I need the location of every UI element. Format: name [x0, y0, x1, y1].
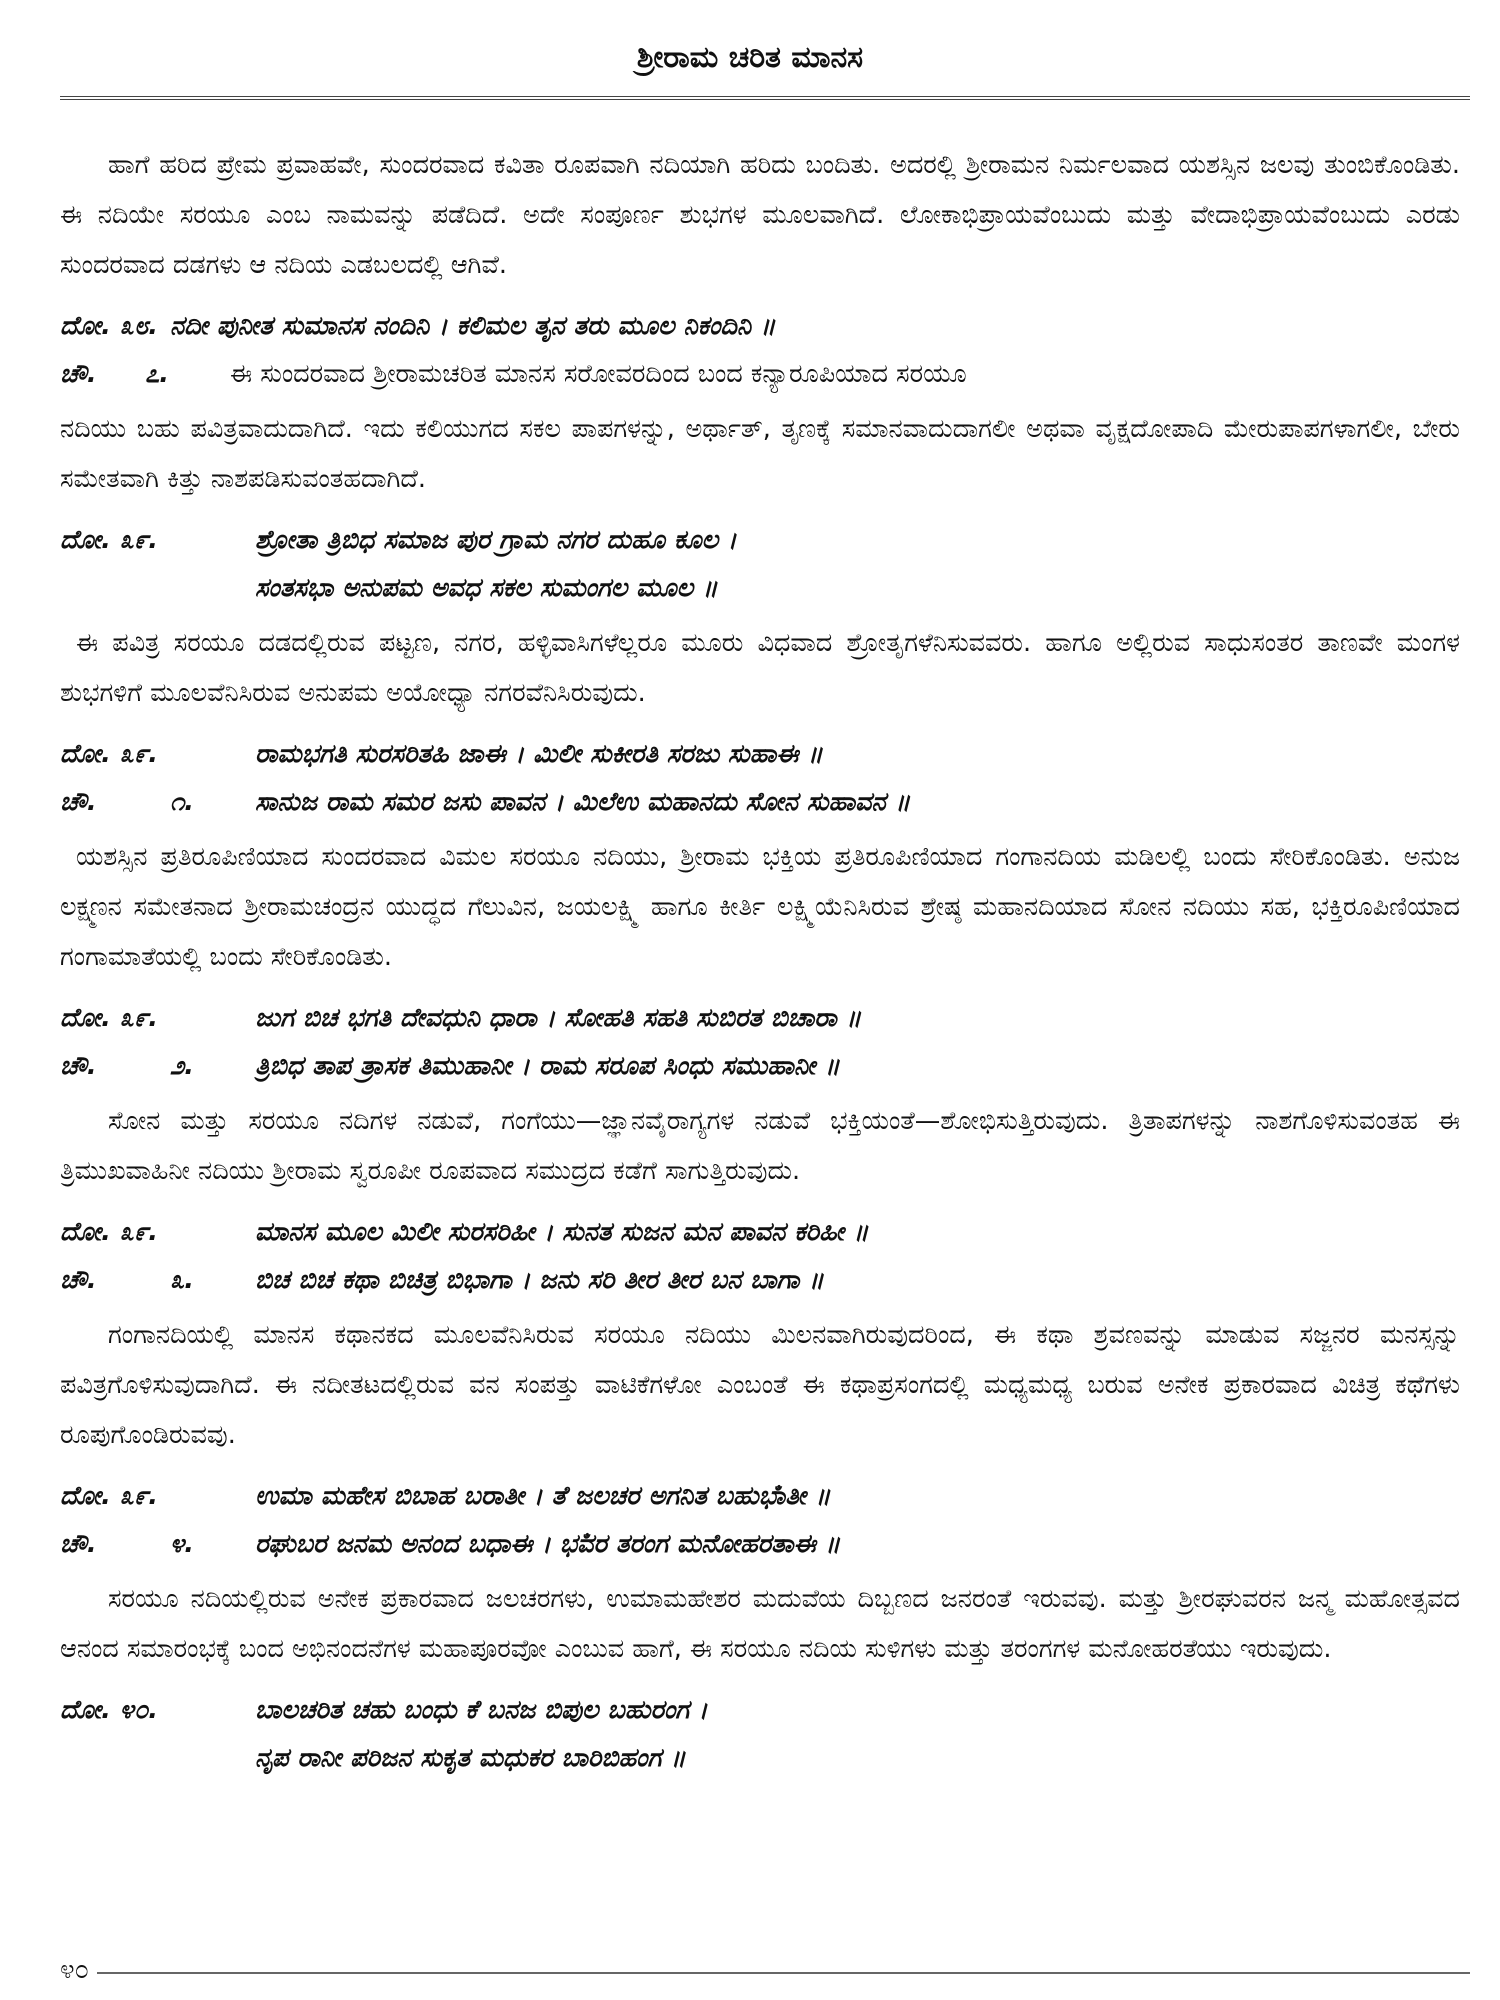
- verse-marker: ದೋ. ೩೯.: [60, 525, 158, 555]
- page-body: [60, 140, 1460, 1788]
- verse-block: [60, 302, 1460, 398]
- verse-block: [60, 994, 1460, 1090]
- prose-paragraph: ಸರಯೂ ನದಿಯಲ್ಲಿರುವ ಅನೇಕ ಪ್ರಕಾರವಾದ ಜಲಚರಗಳು, ಉಮಾಮಹೇಶರ ಮದುವೆಯ ದಿಬ್ಬಣದ ಜನರಂತೆ ಇರುವವು. ಮತ್ತು ಶ್ರೀರಘುವರನ ಜನ್ಮ ಮಹೋತ್ಸವದ ಆನಂದ ಸಮಾರಂಭಕ್ಕೆ ಬಂದ ಅಭಿನಂದನೆಗಳ ಮಹಾಪೂರವೋ ಎಂಬುವ ಹಾಗೆ, ಈ ಸರಯೂ ನದಿಯ ಸುಳಿಗಳು ಮತ್ತು ತರಂಗಗಳ ಮನೋಹರತೆಯು ಇರುವುದು.: [60, 1584, 1460, 1664]
- verse-text: ಉಮಾ ಮಹೇಸ ಬಿಬಾಹ ಬರಾತೀ । ತೆ ಜಲಚರ ಅಗನಿತ ಬಹುಭಾಁತೀ ॥: [255, 1481, 831, 1511]
- verse-marker: ದೋ. ೪೦.: [60, 1695, 158, 1725]
- prose-paragraph: ಸೋನ ಮತ್ತು ಸರಯೂ ನದಿಗಳ ನಡುವೆ, ಗಂಗೆಯು—ಜ್ಞಾನವೈರಾಗ್ಯಗಳ ನಡುವೆ ಭಕ್ತಿಯಂತೆ—ಶೋಭಿಸುತ್ತಿರುವುದು. ತ್ರಿತಾಪಗಳನ್ನು ನಾಶಗೊಳಿಸುವಂತಹ ಈ ತ್ರಿಮುಖವಾಹಿನೀ ನದಿಯು ಶ್ರೀರಾಮ ಸ್ವರೂಪೀ ರೂಪವಾದ ಸಮುದ್ರದ ಕಡೆಗೆ ಸಾಗುತ್ತಿರುವುದು.: [60, 1106, 1460, 1186]
- verse-line: [60, 350, 1460, 398]
- verse-line: [60, 1520, 1460, 1568]
- verse-text: ಶ್ರೋತಾ ತ್ರಿಬಿಧ ಸಮಾಜ ಪುರ ಗ್ರಾಮ ನಗರ ದುಹೂ ಕೂಲ ।: [255, 525, 737, 555]
- verse-marker: ದೋ. ೩೮.: [60, 311, 158, 341]
- verse-line: [60, 994, 1460, 1042]
- verse-marker: ಚೌ.: [60, 787, 97, 817]
- verse-text: ಈ ಸುಂದರವಾದ ಶ್ರೀರಾಮಚರಿತ ಮಾನಸ ಸರೋವರದಿಂದ ಬಂದ ಕನ್ಯಾರೂಪಿಯಾದ ಸರಯೂ: [230, 359, 967, 389]
- verse-number: ೩.: [170, 1265, 194, 1295]
- verse-number: ೪.: [170, 1529, 194, 1559]
- verse-line: [60, 1042, 1460, 1090]
- verse-text: ರಾಮಭಗತಿ ಸುರಸರಿತಹಿ ಜಾಈ । ಮಿಲೀ ಸುಕೀರತಿ ಸರಜು ಸುಹಾಈ ॥: [255, 739, 823, 769]
- verse-marker: ದೋ. ೩೯.: [60, 1481, 158, 1511]
- verse-text: ತ್ರಿಬಿಧ ತಾಪ ತ್ರಾಸಕ ತಿಮುಹಾನೀ । ರಾಮ ಸರೂಪ ಸಿಂಧು ಸಮುಹಾನೀ ॥: [255, 1051, 840, 1081]
- verse-text: ಮಾನಸ ಮೂಲ ಮಿಲೀ ಸುರಸರಿಹೀ । ಸುನತ ಸುಜನ ಮನ ಪಾವನ ಕರಿಹೀ ॥: [255, 1217, 869, 1247]
- verse-marker: ಚೌ.: [60, 1265, 97, 1295]
- footer-divider: [90, 1972, 1470, 1974]
- verse-marker: ಚೌ.: [60, 1529, 97, 1559]
- verse-line: [60, 730, 1460, 778]
- page-title: ಶ್ರೀರಾಮ ಚರಿತ ಮಾನಸ: [636, 40, 864, 75]
- verse-line: [60, 302, 1460, 350]
- verse-text: ಬಿಚ ಬಿಚ ಕಥಾ ಬಿಚಿತ್ರ ಬಿಭಾಗಾ । ಜನು ಸರಿ ತೀರ ತೀರ ಬನ ಬಾಗಾ ॥: [255, 1265, 824, 1295]
- verse-marker: ಚೌ.: [60, 1051, 97, 1081]
- verse-number: ೧.: [170, 787, 194, 817]
- verse-marker: ದೋ. ೩೯.: [60, 739, 158, 769]
- verse-text: ನದೀ ಪುನೀತ ಸುಮಾನಸ ನಂದಿನಿ । ಕಲಿಮಲ ತೃನ ತರು ಮೂಲ ನಿಕಂದಿನಿ ॥: [170, 311, 776, 341]
- verse-text: ಜುಗ ಬಿಚ ಭಗತಿ ದೇವಧುನಿ ಧಾರಾ । ಸೋಹತಿ ಸಹತಿ ಸುಬಿರತ ಬಿಚಾರಾ ॥: [255, 1003, 862, 1033]
- prose-paragraph: ನದಿಯು ಬಹು ಪವಿತ್ರವಾದುದಾಗಿದೆ. ಇದು ಕಲಿಯುಗದ ಸಕಲ ಪಾಪಗಳನ್ನು, ಅರ್ಥಾತ್, ತೃಣಕ್ಕೆ ಸಮಾನವಾದುದಾಗಲೀ ಅಥವಾ ವೃಕ್ಷದೋಪಾದಿ ಮೇರುಪಾಪಗಳಾಗಲೀ, ಬೇರು ಸಮೇತವಾಗಿ ಕಿತ್ತು ನಾಶಪಡಿಸುವಂತಹದಾಗಿದೆ.: [60, 414, 1460, 494]
- verse-number: ೭.: [145, 359, 169, 389]
- verse-text: ನೃಪ ರಾನೀ ಪರಿಜನ ಸುಕೃತ ಮಧುಕರ ಬಾರಿಬಿಹಂಗ ॥: [255, 1743, 686, 1773]
- verse-line: [60, 1208, 1460, 1256]
- verse-line: [60, 778, 1460, 826]
- prose-paragraph: ಗಂಗಾನದಿಯಲ್ಲಿ ಮಾನಸ ಕಥಾನಕದ ಮೂಲವೆನಿಸಿರುವ ಸರಯೂ ನದಿಯು ಮಿಲನವಾಗಿರುವುದರಿಂದ, ಈ ಕಥಾ ಶ್ರವಣವನ್ನು ಮಾಡುವ ಸಜ್ಜನರ ಮನಸ್ಸನ್ನು ಪವಿತ್ರಗೊಳಿಸುವುದಾಗಿದೆ. ಈ ನದೀತಟದಲ್ಲಿರುವ ವನ ಸಂಪತ್ತು ವಾಟಿಕೆಗಳೋ ಎಂಬಂತೆ ಈ ಕಥಾಪ್ರಸಂಗದಲ್ಲಿ ಮಧ್ಯಮಧ್ಯ ಬರುವ ಅನೇಕ ಪ್ರಕಾರವಾದ ವಿಚಿತ್ರ ಕಥೆಗಳು ರೂಪುಗೊಂಡಿರುವವು.: [60, 1320, 1460, 1450]
- verse-number: ೨.: [170, 1051, 194, 1081]
- verse-block: [60, 1686, 1460, 1782]
- verse-block: [60, 1208, 1460, 1304]
- verse-block: [60, 730, 1460, 826]
- verse-marker: [60, 1734, 255, 1782]
- verse-line: [60, 564, 1460, 612]
- verse-text: ರಘುಬರ ಜನಮ ಅನಂದ ಬಧಾಈ । ಭವಁರ ತರಂಗ ಮನೋಹರತಾಈ ॥: [255, 1529, 841, 1559]
- verse-marker: ದೋ. ೩೯.: [60, 1003, 158, 1033]
- verse-line: [60, 1256, 1460, 1304]
- verse-marker: ದೋ. ೩೯.: [60, 1217, 158, 1247]
- verse-line: [60, 1734, 1460, 1782]
- verse-marker: ಚೌ.: [60, 359, 97, 389]
- verse-line: [60, 516, 1460, 564]
- verse-line: [60, 1686, 1460, 1734]
- header-divider: [60, 96, 1470, 100]
- prose-paragraph: ಈ ಪವಿತ್ರ ಸರಯೂ ದಡದಲ್ಲಿರುವ ಪಟ್ಟಣ, ನಗರ, ಹಳ್ಳಿವಾಸಿಗಳೆಲ್ಲರೂ ಮೂರು ವಿಧವಾದ ಶ್ರೋತೃಗಳೆನಿಸುವವರು. ಹಾಗೂ ಅಲ್ಲಿರುವ ಸಾಧುಸಂತರ ತಾಣವೇ ಮಂಗಳ ಶುಭಗಳಿಗೆ ಮೂಲವೆನಿಸಿರುವ ಅನುಪಮ ಅಯೋಧ್ಯಾ ನಗರವೆನಿಸಿರುವುದು.: [60, 628, 1460, 708]
- verse-text: ಸಾನುಜ ರಾಮ ಸಮರ ಜಸು ಪಾವನ । ಮಿಲೆಉ ಮಹಾನದು ಸೋನ ಸುಹಾವನ ॥: [255, 787, 911, 817]
- page-number: ೪೦: [60, 1955, 97, 1986]
- verse-marker: [60, 564, 255, 612]
- verse-text: ಬಾಲಚರಿತ ಚಹು ಬಂಧು ಕೆ ಬನಜ ಬಿಪುಲ ಬಹುರಂಗ ।: [255, 1695, 708, 1725]
- prose-paragraph: ಹಾಗೆ ಹರಿದ ಪ್ರೇಮ ಪ್ರವಾಹವೇ, ಸುಂದರವಾದ ಕವಿತಾ ರೂಪವಾಗಿ ನದಿಯಾಗಿ ಹರಿದು ಬಂದಿತು. ಅದರಲ್ಲಿ ಶ್ರೀರಾಮನ ನಿರ್ಮಲವಾದ ಯಶಸ್ಸಿನ ಜಲವು ತುಂಬಿಕೊಂಡಿತು. ಈ ನದಿಯೇ ಸರಯೂ ಎಂಬ ನಾಮವನ್ನು ಪಡೆದಿದೆ. ಅದೇ ಸಂಪೂರ್ಣ ಶುಭಗಳ ಮೂಲವಾಗಿದೆ. ಲೋಕಾಭಿಪ್ರಾಯವೆಂಬುದು ಮತ್ತು ವೇದಾಭಿಪ್ರಾಯವೆಂಬುದು ಎರಡು ಸುಂದರವಾದ ದಡಗಳು ಆ ನದಿಯ ಎಡಬಲದಲ್ಲಿ ಆಗಿವೆ.: [60, 150, 1460, 280]
- verse-line: [60, 1472, 1460, 1520]
- verse-block: [60, 1472, 1460, 1568]
- prose-paragraph: ಯಶಸ್ಸಿನ ಪ್ರತಿರೂಪಿಣಿಯಾದ ಸುಂದರವಾದ ವಿಮಲ ಸರಯೂ ನದಿಯು, ಶ್ರೀರಾಮ ಭಕ್ತಿಯ ಪ್ರತಿರೂಪಿಣಿಯಾದ ಗಂಗಾನದಿಯ ಮಡಿಲಲ್ಲಿ ಬಂದು ಸೇರಿಕೊಂಡಿತು. ಅನುಜ ಲಕ್ಷ್ಮಣನ ಸಮೇತನಾದ ಶ್ರೀರಾಮಚಂದ್ರನ ಯುದ್ಧದ ಗೆಲುವಿನ, ಜಯಲಕ್ಷ್ಮಿ ಹಾಗೂ ಕೀರ್ತಿ ಲಕ್ಷ್ಮಿಯೆನಿಸಿರುವ ಶ್ರೇಷ್ಠ ಮಹಾನದಿಯಾದ ಸೋನ ನದಿಯು ಸಹ, ಭಕ್ತಿರೂಪಿಣಿಯಾದ ಗಂಗಾಮಾತೆಯಲ್ಲಿ ಬಂದು ಸೇರಿಕೊಂಡಿತು.: [60, 842, 1460, 972]
- verse-block: [60, 516, 1460, 612]
- verse-text: ಸಂತಸಭಾ ಅನುಪಮ ಅವಧ ಸಕಲ ಸುಮಂಗಲ ಮೂಲ ॥: [255, 573, 718, 603]
